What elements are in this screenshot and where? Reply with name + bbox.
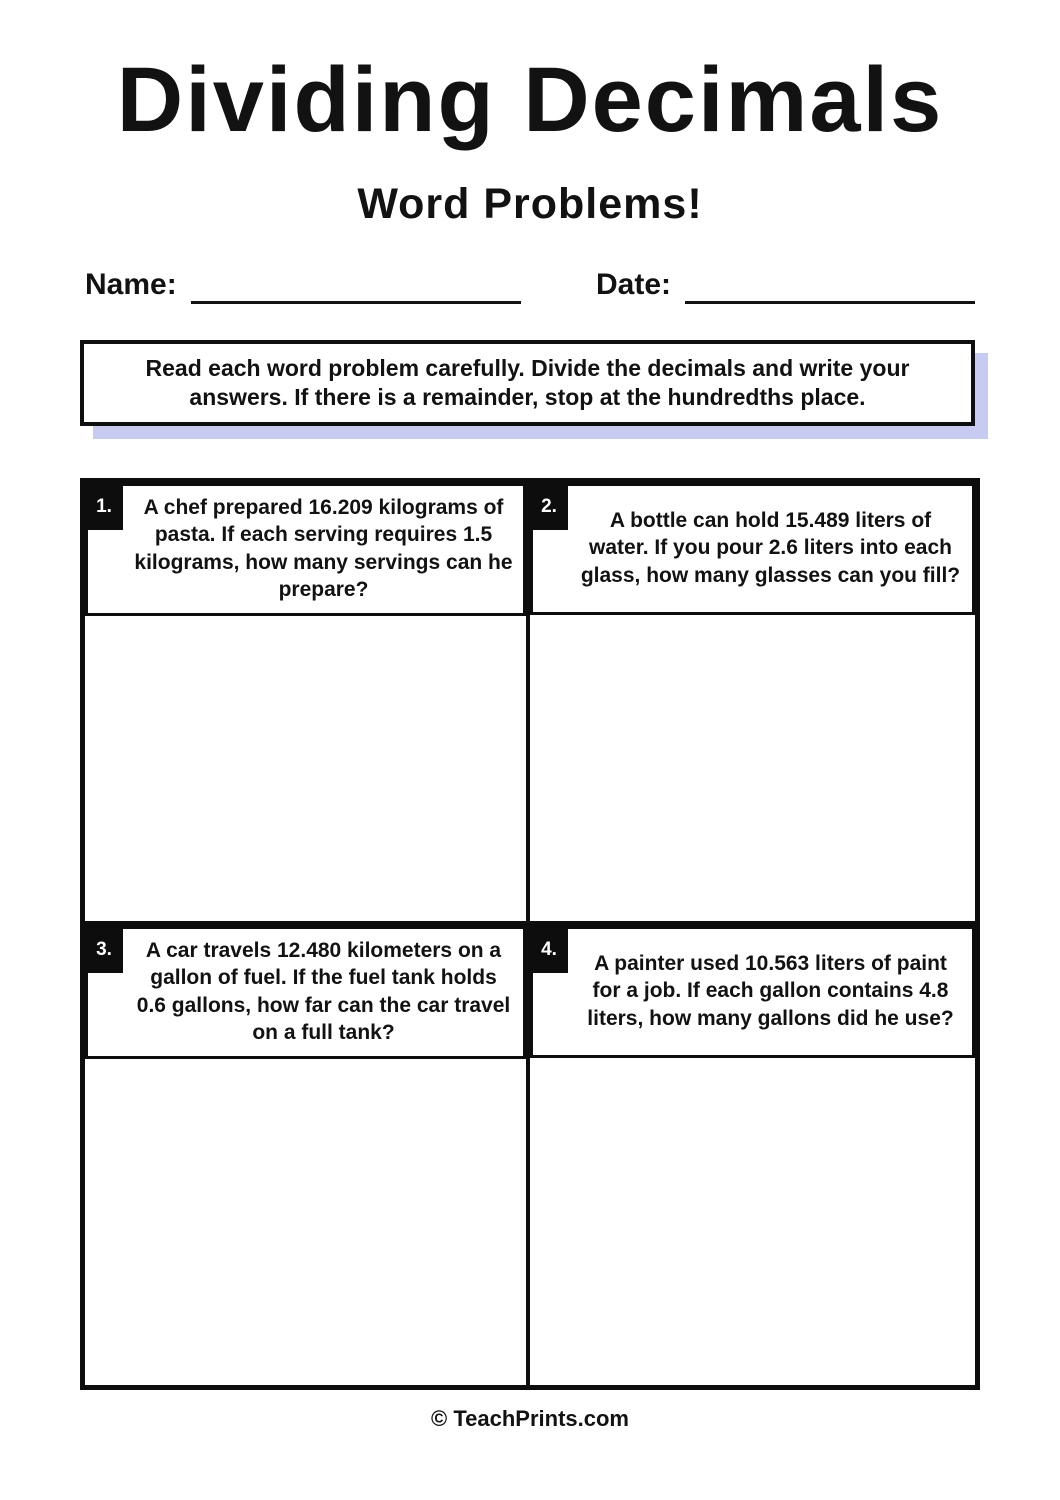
problem-cell-3 (85, 926, 530, 1385)
page-title: Dividing Decimals (116, 49, 944, 151)
question-text-2: A bottle can hold 15.489 liters of water. If you pour 2.6 liters into each glass, how many glasses can you fill? (580, 509, 961, 587)
question-text-1: A chef prepared 16.209 kilograms of pasta. If each serving requires 1.5 kilograms, how many servings can he prepare? (134, 496, 513, 601)
name-blank-line (191, 270, 521, 304)
problem-cell-1 (85, 483, 530, 926)
name-label: Name: (85, 268, 177, 301)
problems-grid (80, 478, 980, 1390)
question-header-1 (85, 483, 526, 616)
instruction-box (80, 340, 975, 426)
problem-cell-4 (530, 926, 975, 1385)
question-header-2 (530, 483, 975, 615)
question-text-4: A painter used 10.563 liters of paint for a job. If each gallon contains 4.8 liters, how many gallons did he use? (587, 952, 954, 1030)
problem-number-badge-3: 3. (85, 926, 123, 973)
answer-space-4 (530, 1058, 975, 1385)
question-text-3: A car travels 12.480 kilometers on a gallon of fuel. If the fuel tank holds 0.6 gallons, how far can the car travel on a full tank? (136, 939, 511, 1044)
problem-number-badge-2: 2. (530, 483, 568, 530)
answer-space-2 (530, 615, 975, 921)
page-subtitle: Word Problems! (357, 180, 703, 228)
name-date-row (85, 262, 975, 304)
answer-space-3 (85, 1059, 526, 1385)
question-header-3 (85, 926, 526, 1059)
date-blank-line (685, 270, 975, 304)
problem-number-badge-1: 1. (85, 483, 123, 530)
question-header-4 (530, 926, 975, 1058)
problem-cell-2 (530, 483, 975, 926)
instruction-text: Read each word problem carefully. Divide the decimals and write your answers. If there is a remainder, stop at the hundredths place. (145, 355, 910, 410)
footer-credit: © TeachPrints.com (431, 1406, 629, 1431)
answer-space-1 (85, 616, 526, 921)
problem-number-badge-4: 4. (530, 926, 568, 973)
date-label: Date: (595, 268, 671, 301)
